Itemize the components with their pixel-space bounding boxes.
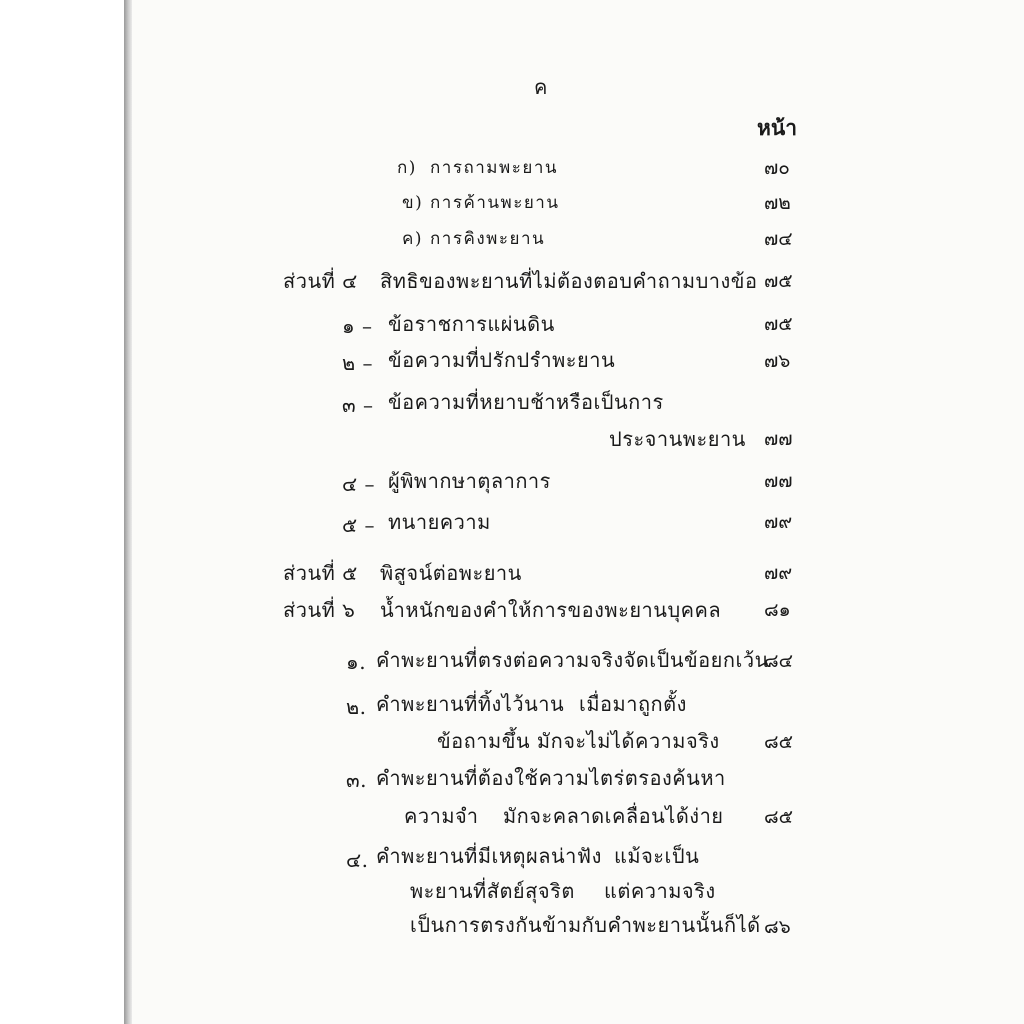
toc-label: ๕ – [342,513,375,537]
left-margin [0,0,128,1024]
toc-title-continued: เป็นการตรงกันข้ามกับคำพะยานนั้นก็ได้ [410,913,761,937]
toc-page-number: ๘๕ [764,806,794,828]
toc-page-number: ๘๕ [764,731,794,753]
toc-section-label: ส่วนที่ ๕ [283,561,358,585]
toc-title-part: แม้จะเป็น [614,844,700,868]
toc-title: ข้อราชการแผ่นดิน [388,312,555,336]
toc-title-part: มักจะคลาดเคลื่อนได้ง่าย [503,804,724,828]
toc-section-label: ส่วนที่ ๔ [283,269,358,293]
toc-title: คำพะยานที่ทิ้งไว้นาน [376,692,565,716]
toc-title: ข้อความที่หยาบช้าหรือเป็นการ [388,390,664,414]
toc-page-number: ๗๔ [764,228,793,250]
toc-title: การค้านพะยาน [430,193,560,213]
toc-label: ๔. [346,848,369,872]
toc-page-number: ๗๗ [764,470,793,492]
toc-label: ก) [397,158,417,178]
page-column-heading: หน้า [757,115,797,140]
toc-title-continued: ข้อถามขึ้น มักจะไม่ได้ความจริง [437,729,720,753]
toc-title: ทนายความ [388,510,491,534]
toc-title: คำพะยานที่ต้องใช้ความไตร่ตรองค้นหา [376,766,726,790]
toc-title: ผู้พิพากษาตุลาการ [388,469,551,493]
toc-section-label: ส่วนที่ ๖ [283,598,356,622]
toc-page-number: ๗๕ [764,313,793,335]
toc-page-number: ๗๐ [764,157,790,179]
toc-label: ๔ – [342,472,375,496]
toc-page-number: ๗๒ [764,192,791,214]
toc-page-number: ๗๙ [764,511,793,533]
toc-title-continued: ประจานพะยาน [609,427,746,451]
toc-page-number: ๘๖ [764,916,791,938]
toc-label: ค) [402,229,424,249]
toc-title: สิทธิของพะยานที่ไม่ต้องตอบคำถามบางข้อ [380,269,758,293]
book-spine-shadow [124,0,132,1024]
toc-title-part: แต่ความจริง [604,879,716,903]
page-letter: ค [534,75,548,99]
toc-page-number: ๘๔ [764,650,794,672]
toc-page-number: ๗๕ [764,270,793,292]
toc-label: ๑. [346,650,367,674]
toc-label: ๒ – [342,351,374,375]
toc-title-continued: พะยานที่สัตย์สุจริต [410,879,575,903]
toc-title: คำพะยานที่มีเหตุผลน่าฟัง [376,844,602,868]
toc-title: การถามพะยาน [430,158,558,178]
toc-title-continued: ความจำ [404,804,479,828]
toc-page-number: ๗๖ [764,350,791,372]
toc-page-number: ๗๗ [764,428,793,450]
toc-title-part: เมื่อมาถูกตั้ง [579,692,687,716]
toc-label: ๓. [346,768,368,792]
toc-label: ข) [402,193,424,213]
toc-label: ๓ – [342,393,374,417]
toc-title: พิสูจน์ต่อพะยาน [380,561,522,585]
toc-page-number: ๘๑ [764,599,791,621]
toc-title: คำพะยานที่ตรงต่อความจริงจัดเป็นข้อยกเว้น [376,648,769,672]
toc-title: ข้อความที่ปรักปรำพะยาน [388,348,616,372]
book-page [132,0,1024,1024]
toc-title: น้ำหนักของคำให้การของพะยานบุคคล [380,598,722,622]
toc-label: ๒. [346,695,367,719]
toc-title: การคิงพะยาน [430,229,546,249]
toc-label: ๑ – [342,314,373,338]
toc-page-number: ๗๙ [764,562,793,584]
